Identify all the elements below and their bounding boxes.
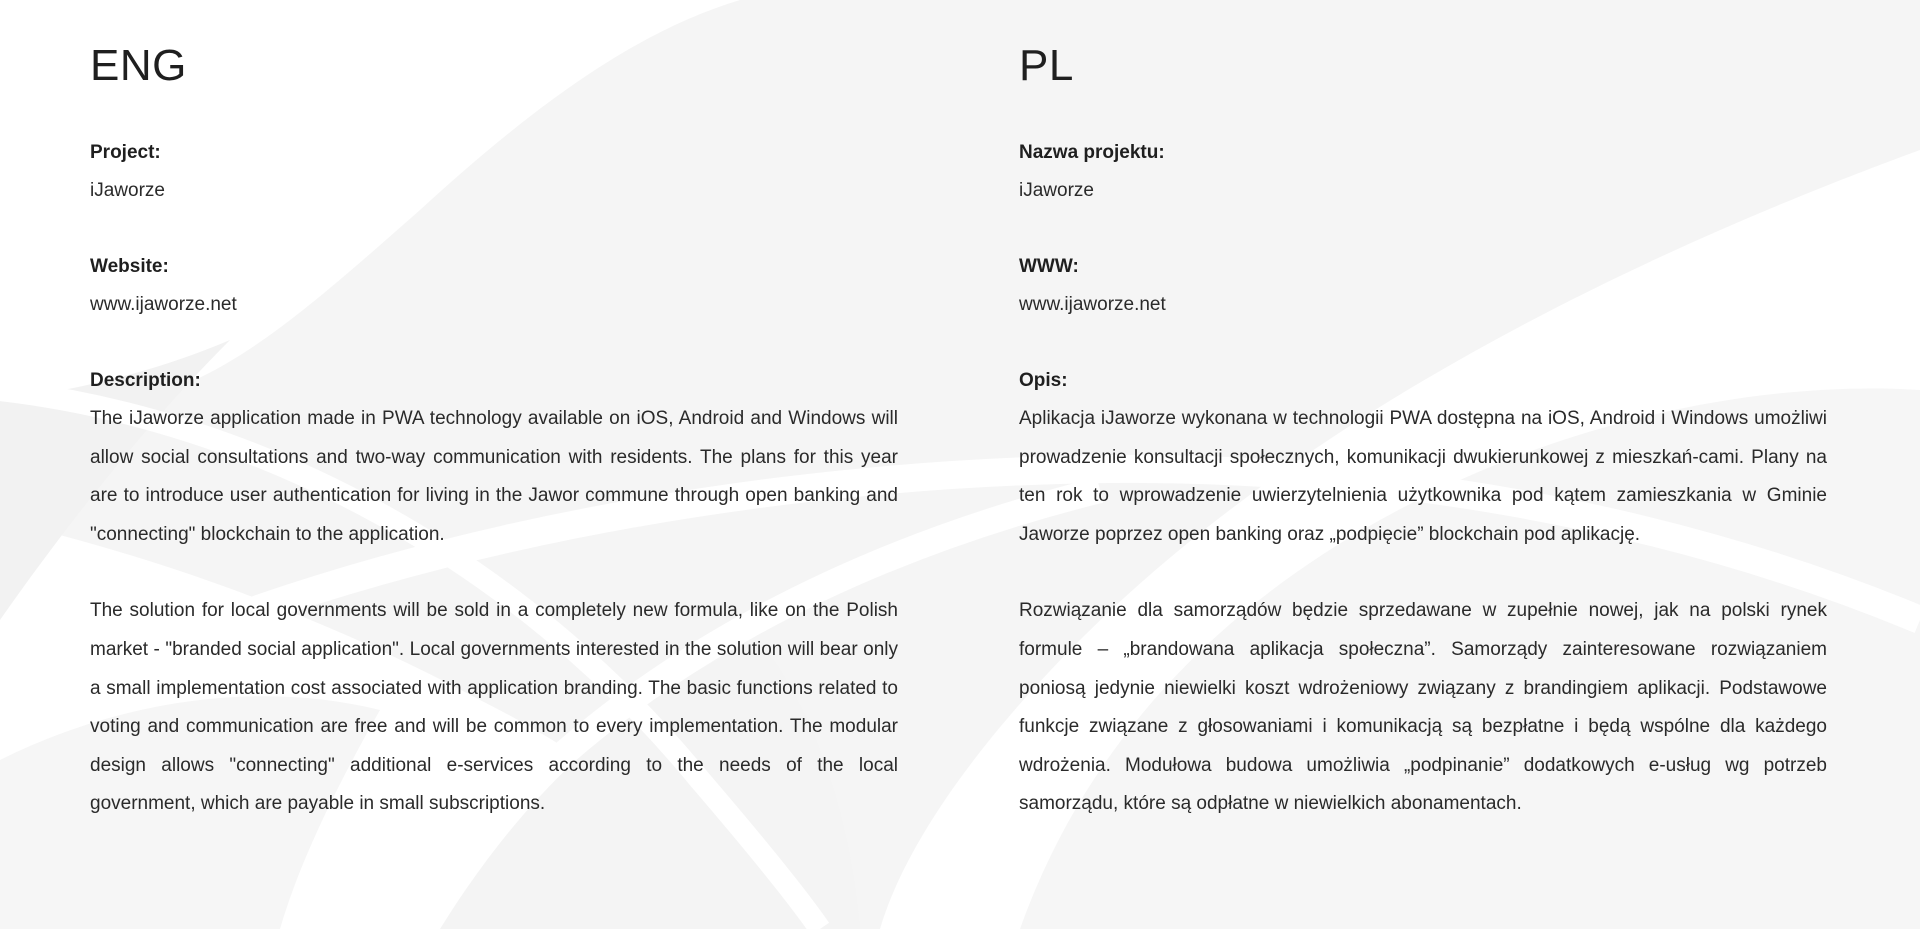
description-label: Description:: [90, 370, 201, 391]
opis-paragraph-2: Rozwiązanie dla samorządów będzie sprzedawane w zupełnie nowej, jak na polski rynek formule – „brandowana aplikacja społeczna”. Samorządy zainteresowane rozwiązaniem poniosą jedynie niewielki koszt wdrożeniowy związany z brandingiem aplikacji. Podstawowe funkcje związane z głosowaniami i komunikacją są bezpłatne i będą wspólne dla każdego wdrożenia. Modułowa budowa umożliwia „podpinanie” dodatkowych e-usług wg potrzeb samorządu, które są odpłatne w niewielkich abonamentach.: [1019, 600, 1827, 815]
project-field: [90, 134, 898, 210]
website-value: www.ijaworze.net: [90, 294, 237, 315]
opis-paragraph-1: Aplikacja iJaworze wykonana w technologii PWA dostępna na iOS, Android i Windows umożliwi prowadzenie konsultacji społecznych, komunikacji dwukierunkowej z mieszkań-cami. Plany na ten rok to wprowadzenie uwierzytelnienia użytkownika pod kątem zamieszkania w Gminie Jaworze poprzez open banking oraz „podpięcie” blockchain pod aplikację.: [1019, 408, 1827, 545]
www-label: WWW:: [1019, 256, 1079, 277]
opis-label: Opis:: [1019, 370, 1068, 391]
description-paragraph-1: The iJaworze application made in PWA technology available on iOS, Android and Windows will allow social consultations and two-way communication with residents. The plans for this year are to introduce user authentication for living in the Jawor commune through open banking and "connecting" blockchain to the application.: [90, 408, 898, 545]
description-field: [90, 362, 898, 824]
project-name-value: iJaworze: [1019, 180, 1094, 201]
project-name-field: [1019, 134, 1827, 210]
project-name-label: Nazwa projektu:: [1019, 142, 1165, 163]
english-heading: ENG: [90, 41, 187, 90]
project-value: iJaworze: [90, 180, 165, 201]
polish-heading: PL: [1019, 41, 1074, 90]
opis-field: [1019, 362, 1827, 824]
website-label: Website:: [90, 256, 169, 277]
english-column: [90, 40, 898, 862]
www-value: www.ijaworze.net: [1019, 294, 1166, 315]
website-field: [90, 248, 898, 324]
polish-column: [1019, 40, 1827, 862]
www-field: [1019, 248, 1827, 324]
project-label: Project:: [90, 142, 161, 163]
description-paragraph-2: The solution for local governments will be sold in a completely new formula, like on the Polish market - "branded social application". Local governments interested in the solution will bear only a small implementation cost associated with application branding. The basic functions related to voting and communication are free and will be common to every implementation. The modular design allows "connecting" additional e-services according to the needs of the local government, which are payable in small subscriptions.: [90, 600, 898, 815]
